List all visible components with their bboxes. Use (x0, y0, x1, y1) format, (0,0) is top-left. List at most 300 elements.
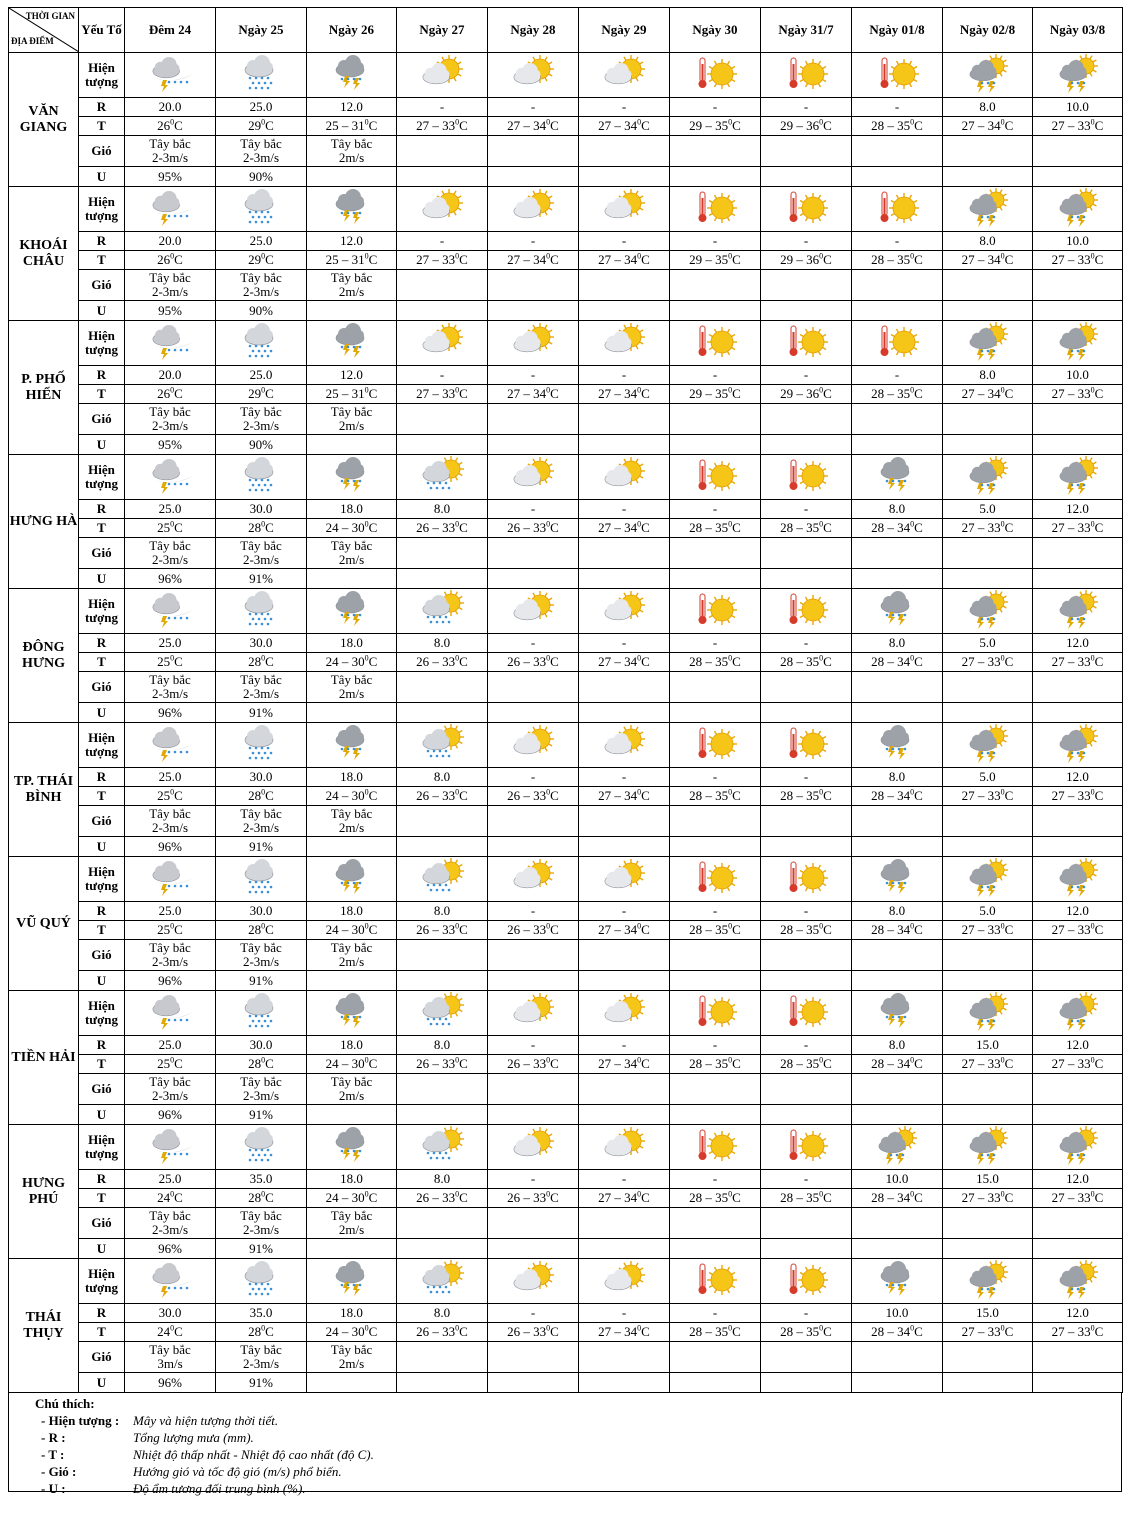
temperature-cell: $29 - 36^0C$ (761, 251, 852, 270)
rain-cell: 25.0 (216, 366, 307, 385)
partly-sunny-icon (579, 724, 669, 766)
wind-cell (670, 270, 761, 301)
humidity-cell: 91% (216, 1373, 307, 1393)
element-label-t: T (79, 1055, 125, 1074)
element-label-hien_tuong: Hiện tượng (79, 589, 125, 634)
element-label-gio: Gió (79, 270, 125, 301)
rain-cell: 25.0 (216, 232, 307, 251)
element-label-hien_tuong: Hiện tượng (79, 53, 125, 98)
weather-cell (943, 857, 1033, 902)
partly-sunny-icon (579, 992, 669, 1034)
temperature-cell: $24 - 30^0C$ (307, 519, 397, 538)
thunderstorm-cloud-icon (307, 188, 396, 230)
humidity-cell (943, 301, 1033, 321)
rain-cell: 30.0 (216, 768, 307, 787)
table-row (9, 634, 1123, 653)
humidity-cell (579, 569, 670, 589)
sun-thunderstorm-icon (1033, 590, 1122, 632)
wind-cell (488, 270, 579, 301)
temperature-cell: $27 - 34^0C$ (579, 117, 670, 136)
humidity-cell (852, 167, 943, 187)
rain-cell: 25.0 (125, 1036, 216, 1055)
humidity-cell (397, 703, 488, 723)
weather-cell (852, 187, 943, 232)
wind-cell (579, 806, 670, 837)
wind-cell (579, 1342, 670, 1373)
humidity-cell (488, 971, 579, 991)
rain-cell: - (761, 634, 852, 653)
legend-key: - U : (41, 1481, 66, 1496)
temperature-cell: $24 - 30^0C$ (307, 921, 397, 940)
humidity-cell (852, 435, 943, 455)
weather-cell (488, 321, 579, 366)
rain-cell: - (488, 1036, 579, 1055)
weather-cell (307, 455, 397, 500)
hot-sun-thermometer-icon (670, 590, 760, 632)
wind-cell: Tây bắc 2m/s (307, 806, 397, 837)
wind-cell (579, 1074, 670, 1105)
weather-cell (397, 1259, 488, 1304)
weather-cell (397, 991, 488, 1036)
rain-cell: 10.0 (1033, 98, 1123, 117)
temperature-cell: $24 - 30^0C$ (307, 653, 397, 672)
weather-cell (125, 991, 216, 1036)
temperature-cell: $28 - 35^0C$ (670, 1055, 761, 1074)
weather-cell (307, 187, 397, 232)
rain-cell: - (761, 902, 852, 921)
legend-key: - Hiện tượng : (41, 1413, 120, 1428)
humidity-cell (852, 971, 943, 991)
table-row (9, 321, 1123, 366)
temperature-cell: $26 - 33^0C$ (488, 1189, 579, 1208)
rain-cell: 25.0 (125, 902, 216, 921)
element-label-r: R (79, 98, 125, 117)
temperature-cell: $26 - 33^0C$ (397, 1323, 488, 1342)
weather-cell (852, 589, 943, 634)
wind-cell (488, 940, 579, 971)
temperature-cell: $27 - 34^0C$ (579, 251, 670, 270)
humidity-cell (852, 1373, 943, 1393)
partly-sunny-icon (579, 1260, 669, 1302)
wind-cell (943, 672, 1033, 703)
wind-cell (852, 1342, 943, 1373)
temperature-cell: $27 - 33^0C$ (1033, 787, 1123, 806)
element-label-t: T (79, 251, 125, 270)
wind-cell: Tây bắc 2-3m/s (125, 404, 216, 435)
weather-cell (216, 723, 307, 768)
element-label-hien_tuong: Hiện tượng (79, 857, 125, 902)
rain-cell: - (397, 232, 488, 251)
humidity-cell (579, 1373, 670, 1393)
weather-cell (579, 321, 670, 366)
rain-cell: - (670, 1036, 761, 1055)
humidity-cell (943, 569, 1033, 589)
rain-cell: - (579, 1170, 670, 1189)
wind-cell: Tây bắc 2-3m/s (125, 538, 216, 569)
element-label-hien_tuong: Hiện tượng (79, 321, 125, 366)
rain-cell: - (488, 634, 579, 653)
element-label-r: R (79, 366, 125, 385)
wind-cell (397, 270, 488, 301)
corner-time-label: THỜI GIAN (25, 11, 75, 21)
thunderstorm-cloud-icon (852, 858, 942, 900)
location-name: THÁI THỤY (9, 1259, 79, 1393)
table-row (9, 538, 1123, 569)
partly-sunny-icon (488, 456, 578, 498)
humidity-cell (761, 971, 852, 991)
weather-cell (579, 857, 670, 902)
temperature-cell: $28 - 35^0C$ (761, 787, 852, 806)
humidity-cell (943, 1239, 1033, 1259)
temperature-cell: $24 - 30^0C$ (307, 787, 397, 806)
temperature-cell: $28^0C$ (216, 787, 307, 806)
temperature-cell: $28 - 35^0C$ (852, 251, 943, 270)
weather-cell (761, 1125, 852, 1170)
wind-cell (852, 270, 943, 301)
element-label-hien_tuong: Hiện tượng (79, 991, 125, 1036)
hot-sun-thermometer-icon (670, 858, 760, 900)
humidity-cell (852, 837, 943, 857)
weather-cell (579, 1125, 670, 1170)
weather-cell (579, 455, 670, 500)
humidity-cell (1033, 569, 1123, 589)
humidity-cell (488, 1239, 579, 1259)
humidity-cell (670, 569, 761, 589)
humidity-cell (488, 167, 579, 187)
element-label-gio: Gió (79, 672, 125, 703)
rain-cell: 15.0 (943, 1170, 1033, 1189)
humidity-cell (761, 569, 852, 589)
wind-cell (761, 806, 852, 837)
temperature-cell: $27 - 33^0C$ (943, 1055, 1033, 1074)
element-label-gio: Gió (79, 538, 125, 569)
temperature-cell: $27 - 34^0C$ (943, 251, 1033, 270)
humidity-cell (579, 301, 670, 321)
wind-cell (943, 538, 1033, 569)
weather-cell (670, 1259, 761, 1304)
wind-cell (943, 404, 1033, 435)
temperature-cell: $29^0C$ (216, 251, 307, 270)
humidity-cell (1033, 1105, 1123, 1125)
wind-cell (397, 1342, 488, 1373)
sun-thunderstorm-icon (1033, 456, 1122, 498)
rain-cloud-icon (216, 724, 306, 766)
weather-cell (852, 723, 943, 768)
rain-cell: 12.0 (1033, 902, 1123, 921)
rain-cell: 12.0 (1033, 500, 1123, 519)
humidity-cell (397, 1239, 488, 1259)
temperature-cell: $28^0C$ (216, 1323, 307, 1342)
wind-cell (579, 672, 670, 703)
rain-cell: 20.0 (125, 232, 216, 251)
humidity-cell (397, 1373, 488, 1393)
element-label-r: R (79, 902, 125, 921)
weather-cell (216, 1125, 307, 1170)
weather-cell (216, 857, 307, 902)
hot-sun-thermometer-icon (670, 188, 760, 230)
table-row (9, 1055, 1123, 1074)
humidity-cell (488, 837, 579, 857)
wind-cell (1033, 538, 1123, 569)
element-label-hien_tuong: Hiện tượng (79, 1259, 125, 1304)
weather-cell (579, 991, 670, 1036)
table-row (9, 1074, 1123, 1105)
temperature-cell: $27 - 34^0C$ (943, 117, 1033, 136)
table-row (9, 1304, 1123, 1323)
weather-cell (307, 1125, 397, 1170)
thunderstorm-cloud-icon (307, 992, 396, 1034)
rain-cell: - (488, 902, 579, 921)
sun-rain-icon (397, 1126, 487, 1168)
temperature-cell: $27 - 33^0C$ (1033, 921, 1123, 940)
partly-sunny-icon (579, 322, 669, 364)
rain-cell: - (761, 1170, 852, 1189)
element-label-t: T (79, 653, 125, 672)
location-name: TIỀN HẢI (9, 991, 79, 1125)
rain-cell: - (579, 634, 670, 653)
weather-cell (307, 991, 397, 1036)
table-row (9, 1170, 1123, 1189)
wind-cell (670, 1074, 761, 1105)
rain-cell: 15.0 (943, 1304, 1033, 1323)
humidity-cell (307, 1105, 397, 1125)
humidity-cell: 91% (216, 569, 307, 589)
temperature-cell: $24^0C$ (125, 1323, 216, 1342)
cloud-moon-rain-icon (125, 992, 215, 1034)
sun-thunderstorm-icon (943, 188, 1032, 230)
humidity-cell (1033, 435, 1123, 455)
legend-key: - T : (41, 1447, 65, 1462)
table-row (9, 301, 1123, 321)
temperature-cell: $28 - 35^0C$ (761, 1189, 852, 1208)
temperature-cell: $26 - 33^0C$ (488, 519, 579, 538)
element-label-r: R (79, 232, 125, 251)
hot-sun-thermometer-icon (670, 1126, 760, 1168)
temperature-cell: $29 - 36^0C$ (761, 117, 852, 136)
temperature-cell: $28 - 34^0C$ (852, 787, 943, 806)
day-header: Ngày 03/8 (1033, 8, 1123, 53)
hot-sun-thermometer-icon (670, 322, 760, 364)
rain-cell: - (579, 366, 670, 385)
temperature-cell: $27 - 34^0C$ (488, 251, 579, 270)
humidity-cell (579, 1239, 670, 1259)
humidity-cell (670, 837, 761, 857)
wind-cell (943, 1208, 1033, 1239)
rain-cell: 8.0 (852, 768, 943, 787)
humidity-cell (397, 569, 488, 589)
humidity-cell: 96% (125, 1239, 216, 1259)
temperature-cell: $27 - 33^0C$ (1033, 385, 1123, 404)
humidity-cell: 91% (216, 703, 307, 723)
hot-sun-thermometer-icon (761, 858, 851, 900)
rain-cloud-icon (216, 322, 306, 364)
hot-sun-thermometer-icon (852, 54, 942, 96)
weather-cell (125, 53, 216, 98)
temperature-cell: $26 - 33^0C$ (397, 653, 488, 672)
temperature-cell: $28 - 35^0C$ (670, 519, 761, 538)
table-row (9, 455, 1123, 500)
rain-cell: - (670, 634, 761, 653)
weather-cell (670, 991, 761, 1036)
temperature-cell: $28^0C$ (216, 519, 307, 538)
weather-cell (761, 187, 852, 232)
rain-cell: 30.0 (216, 500, 307, 519)
table-row (9, 921, 1123, 940)
weather-cell (1033, 589, 1123, 634)
rain-cell: 20.0 (125, 98, 216, 117)
wind-cell: Tây bắc 2m/s (307, 940, 397, 971)
temperature-cell: $27 - 34^0C$ (579, 653, 670, 672)
rain-cell: 25.0 (125, 1170, 216, 1189)
hot-sun-thermometer-icon (670, 1260, 760, 1302)
table-row (9, 251, 1123, 270)
element-label-u: U (79, 1239, 125, 1259)
wind-cell (488, 136, 579, 167)
rain-cell: 25.0 (216, 98, 307, 117)
weather-cell (488, 589, 579, 634)
wind-cell (670, 404, 761, 435)
weather-cell (125, 1259, 216, 1304)
wind-cell (943, 940, 1033, 971)
sun-rain-icon (397, 456, 487, 498)
weather-cell (943, 187, 1033, 232)
humidity-cell (943, 703, 1033, 723)
wind-cell (670, 136, 761, 167)
weather-cell (943, 321, 1033, 366)
wind-cell (397, 806, 488, 837)
humidity-cell: 91% (216, 971, 307, 991)
temperature-cell: $25^0C$ (125, 921, 216, 940)
wind-cell: Tây bắc 2-3m/s (216, 270, 307, 301)
cloud-moon-rain-icon (125, 1260, 215, 1302)
weather-cell (761, 857, 852, 902)
weather-cell (1033, 991, 1123, 1036)
temperature-cell: $27 - 33^0C$ (943, 787, 1033, 806)
wind-cell (397, 404, 488, 435)
rain-cell: 18.0 (307, 902, 397, 921)
temperature-cell: $27 - 34^0C$ (579, 921, 670, 940)
location-name: HƯNG PHÚ (9, 1125, 79, 1259)
humidity-cell: 96% (125, 569, 216, 589)
table-row (9, 232, 1123, 251)
wind-cell: Tây bắc 2-3m/s (125, 1074, 216, 1105)
weather-cell (943, 1125, 1033, 1170)
temperature-cell: $26^0C$ (125, 385, 216, 404)
sun-thunderstorm-icon (943, 456, 1032, 498)
temperature-cell: $29^0C$ (216, 385, 307, 404)
weather-cell (670, 1125, 761, 1170)
element-label-gio: Gió (79, 136, 125, 167)
hot-sun-thermometer-icon (761, 456, 851, 498)
rain-cell: 8.0 (943, 232, 1033, 251)
rain-cell: 18.0 (307, 1304, 397, 1323)
weather-cell (579, 723, 670, 768)
wind-cell: Tây bắc 2m/s (307, 1074, 397, 1105)
table-row (9, 167, 1123, 187)
wind-cell: Tây bắc 2-3m/s (216, 1342, 307, 1373)
humidity-cell (397, 971, 488, 991)
rain-cell: - (852, 98, 943, 117)
wind-cell (943, 806, 1033, 837)
wind-cell: Tây bắc 2-3m/s (216, 940, 307, 971)
element-label-gio: Gió (79, 940, 125, 971)
temperature-cell: $28^0C$ (216, 921, 307, 940)
weather-cell (307, 857, 397, 902)
temperature-cell: $24^0C$ (125, 1189, 216, 1208)
temperature-cell: $27 - 33^0C$ (943, 1189, 1033, 1208)
wind-cell (670, 1208, 761, 1239)
rain-cell: - (761, 500, 852, 519)
partly-sunny-icon (579, 456, 669, 498)
rain-cloud-icon (216, 858, 306, 900)
hot-sun-thermometer-icon (761, 54, 851, 96)
rain-cell: - (579, 98, 670, 117)
legend-desc: Độ ẩm tương đối trung bình (%). (133, 1481, 306, 1496)
rain-cell: 18.0 (307, 634, 397, 653)
weather-cell (670, 321, 761, 366)
temperature-cell: $24 - 30^0C$ (307, 1323, 397, 1342)
day-header: Ngày 25 (216, 8, 307, 53)
weather-cell (397, 455, 488, 500)
element-label-u: U (79, 703, 125, 723)
rain-cell: 8.0 (397, 634, 488, 653)
wind-cell: Tây bắc 2m/s (307, 136, 397, 167)
day-header: Ngày 01/8 (852, 8, 943, 53)
element-label-gio: Gió (79, 404, 125, 435)
table-row (9, 940, 1123, 971)
rain-cell: - (670, 902, 761, 921)
weather-cell (397, 1125, 488, 1170)
rain-cell: - (670, 500, 761, 519)
wind-cell (397, 538, 488, 569)
weather-cell (488, 53, 579, 98)
humidity-cell (670, 167, 761, 187)
humidity-cell (761, 167, 852, 187)
wind-cell (852, 1208, 943, 1239)
wind-cell (670, 806, 761, 837)
hot-sun-thermometer-icon (670, 456, 760, 498)
humidity-cell (488, 569, 579, 589)
temperature-cell: $25 - 31^0C$ (307, 117, 397, 136)
wind-cell: Tây bắc 2-3m/s (125, 672, 216, 703)
rain-cell: 18.0 (307, 1170, 397, 1189)
temperature-cell: $29^0C$ (216, 117, 307, 136)
wind-cell (943, 1074, 1033, 1105)
partly-sunny-icon (579, 54, 669, 96)
table-row (9, 837, 1123, 857)
rain-cell: - (670, 232, 761, 251)
wind-cell (488, 404, 579, 435)
temperature-cell: $27 - 34^0C$ (579, 519, 670, 538)
rain-cell: 5.0 (943, 768, 1033, 787)
weather-cell (125, 321, 216, 366)
weather-cell (761, 321, 852, 366)
humidity-cell (761, 435, 852, 455)
table-row (9, 672, 1123, 703)
weather-cell (397, 321, 488, 366)
humidity-cell (1033, 167, 1123, 187)
wind-cell: Tây bắc 2-3m/s (125, 136, 216, 167)
rain-cell: 30.0 (216, 1036, 307, 1055)
humidity-cell (943, 167, 1033, 187)
day-header: Ngày 31/7 (761, 8, 852, 53)
table-row (9, 1259, 1123, 1304)
rain-cell: 18.0 (307, 500, 397, 519)
wind-cell (579, 940, 670, 971)
element-label-u: U (79, 1373, 125, 1393)
weather-cell (307, 53, 397, 98)
temperature-cell: $29 - 36^0C$ (761, 385, 852, 404)
